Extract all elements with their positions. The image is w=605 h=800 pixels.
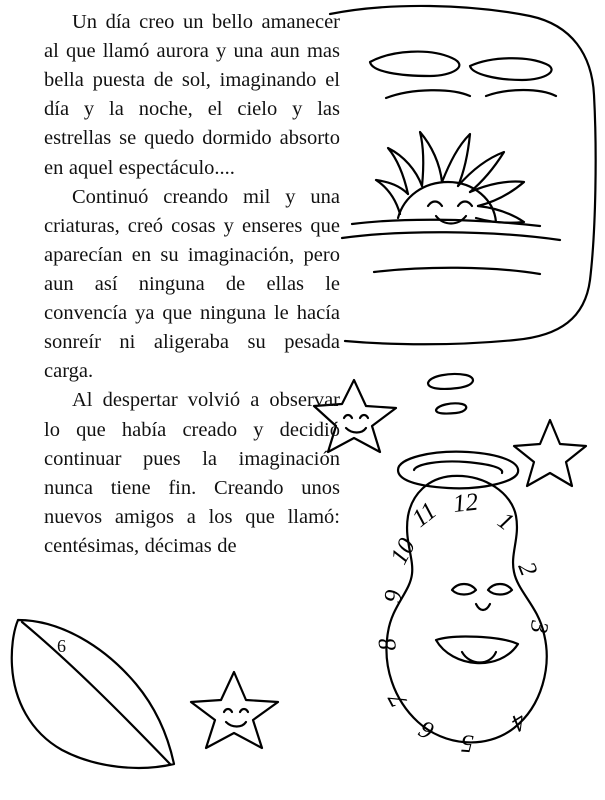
star-bottom xyxy=(191,672,278,748)
clock-character xyxy=(386,476,546,743)
body-text xyxy=(44,8,340,561)
sun-ray xyxy=(470,181,524,206)
cloud-icon xyxy=(486,90,556,96)
cloud-icon xyxy=(386,90,470,98)
star-right xyxy=(514,420,586,486)
halo xyxy=(436,403,466,413)
clock-number: 4 xyxy=(506,706,532,737)
halo xyxy=(428,374,473,389)
cloud-icon xyxy=(470,58,552,80)
clock-number: 1 xyxy=(492,507,519,537)
sun-eye xyxy=(428,202,442,207)
clock-face-eye xyxy=(452,584,476,595)
clock-face-eye xyxy=(488,584,512,595)
star-eye xyxy=(224,709,232,712)
sun-mouth xyxy=(436,216,466,224)
clock-number: 11 xyxy=(407,497,442,533)
star-mouth xyxy=(346,428,366,433)
clock-number: 7 xyxy=(383,688,414,712)
paragraph: Un día creo un bello amanecer al que llamó aurora y una aun mas bella puesta de sol, imaginando el día y la noche, el cielo y las estrellas se quedo dormido absorto en aquel espectáculo.... xyxy=(44,11,340,179)
star-eye xyxy=(240,709,248,712)
halo xyxy=(398,452,518,489)
horizon-line xyxy=(352,220,540,226)
clock-number: 6 xyxy=(415,714,439,745)
halo-inner xyxy=(414,461,502,473)
page-number: 6 xyxy=(57,636,66,656)
sun-ray xyxy=(420,132,442,186)
clock-face-tongue xyxy=(462,652,496,663)
clock-face-mouth xyxy=(436,637,518,664)
clock-number: 3 xyxy=(524,619,553,635)
sun-ray xyxy=(458,152,504,192)
clock-number: 8 xyxy=(373,636,402,653)
clock-number: 2 xyxy=(512,558,543,580)
leaf-vein xyxy=(22,622,170,764)
sun-ray xyxy=(476,206,524,223)
sun-eye xyxy=(458,202,472,207)
sky-frame xyxy=(330,6,596,344)
horizon-line xyxy=(342,232,560,240)
clock-face-nose xyxy=(476,604,490,610)
sun-face xyxy=(398,182,496,222)
clock-numbers xyxy=(374,489,553,757)
leaf-shape xyxy=(12,620,174,768)
horizon-line xyxy=(374,268,540,274)
clock-number: 10 xyxy=(385,534,422,569)
cloud-icon xyxy=(370,52,459,76)
sun-ray xyxy=(388,148,422,194)
sun-over-horizon xyxy=(376,180,408,214)
clock-number: 9 xyxy=(379,588,409,606)
clock-number: 5 xyxy=(460,729,475,757)
star-eye xyxy=(344,415,352,418)
sun-ray xyxy=(442,134,470,186)
star-mouth xyxy=(226,722,246,727)
paragraph: Continuó creando mil y una criaturas, creó cosas y enseres que aparecían en su imaginación, pero aun así ninguna de ellas le convencía ya que ninguna le hacía sonreír ni aligeraba su pesada carga. xyxy=(44,185,340,383)
clock-number: 12 xyxy=(451,488,480,518)
paragraph: Al despertar volvió a observar lo que había creado y decidió continuar pues la imaginación nunca tiene fin. Creando unos nuevos amigos a los que llamó: centésimas, décimas de xyxy=(44,389,340,557)
star-eye xyxy=(360,415,368,418)
